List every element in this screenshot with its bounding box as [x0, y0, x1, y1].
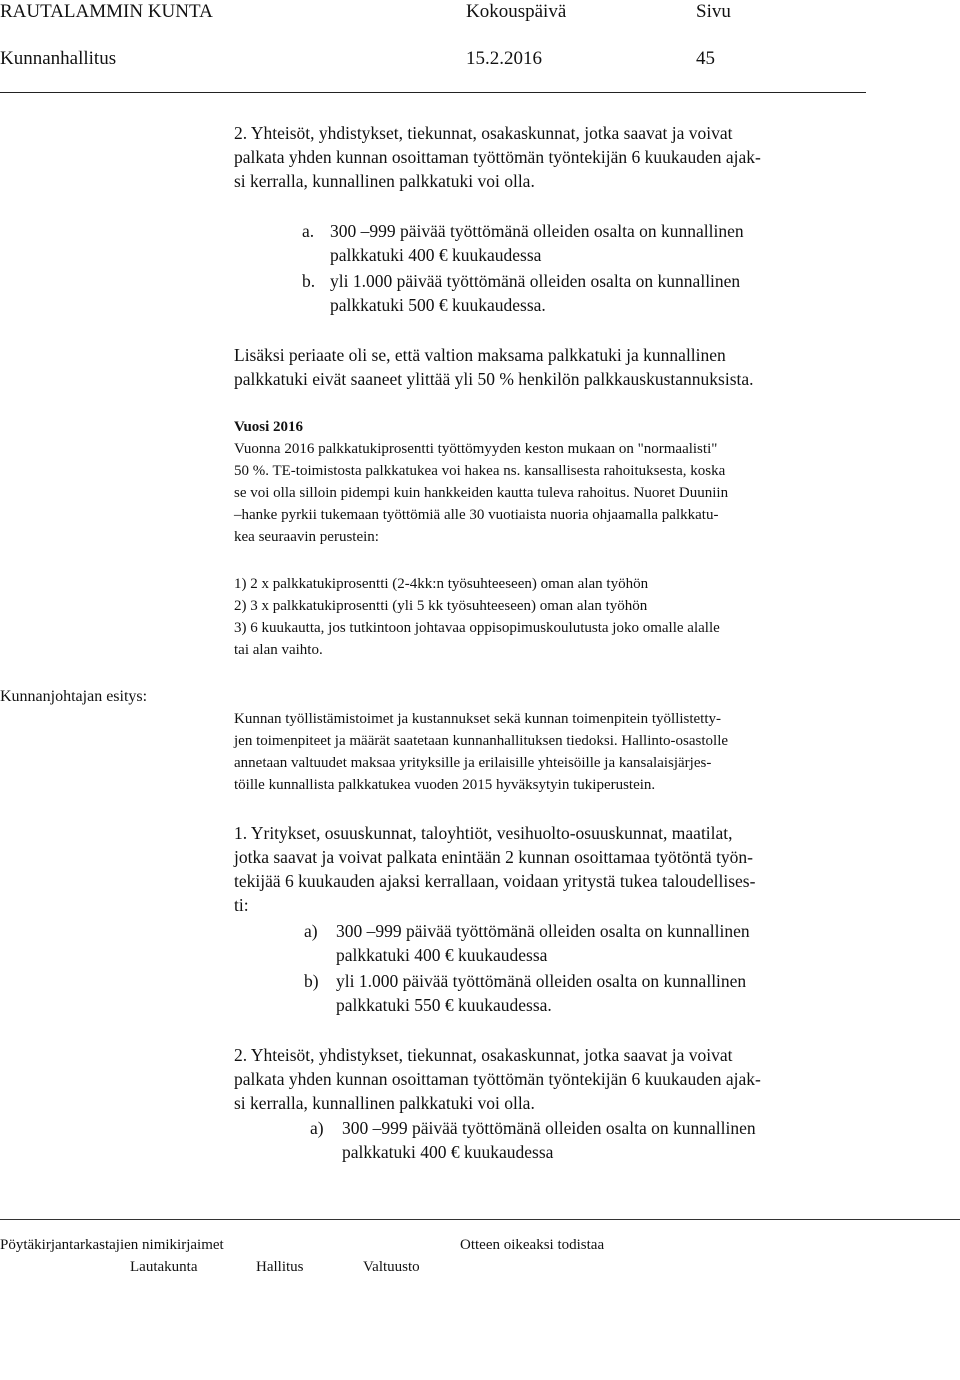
text-line: se voi olla silloin pidempi kuin hankkeiden kautta tuleva rahoitus. Nuoret Duuniin	[234, 485, 729, 501]
section1-p1	[234, 121, 761, 193]
text-line: palkata yhden kunnan osoittaman työttömän työntekijän 6 kuukauden ajak-	[234, 1069, 761, 1089]
list-item	[336, 919, 750, 967]
text-line: palkkatuki 550 € kuukaudessa.	[336, 995, 552, 1015]
text-line: Lisäksi periaate oli se, että valtion maksama palkkatuki ja kunnallinen	[234, 345, 726, 365]
list-item	[330, 219, 744, 267]
list-marker: a.	[302, 221, 315, 241]
text-line: –hanke pyrkii tukemaan työttömiä alle 30 vuotiaista nuoria ohjaamalla palkkatu-	[234, 507, 719, 523]
proposal-p2	[234, 1043, 761, 1115]
text-line: annetaan valtuudet maksaa yrityksille ja erilaisille yhteisöille ja kansalaisjärjes-	[234, 755, 712, 771]
hallitus-label: Hallitus	[256, 1259, 304, 1275]
text-line: 1. Yritykset, osuuskunnat, taloyhtiöt, vesihuolto-osuuskunnat, maatilat,	[234, 823, 733, 843]
vuosi-body	[234, 438, 728, 548]
text-line: jotka saavat ja voivat palkata enintään 2 kunnan osoittamaa työtöntä työn-	[234, 847, 754, 867]
meeting-date: 15.2.2016	[466, 48, 542, 69]
text-line: yli 1.000 päivää työttömänä olleiden osalta on kunnallinen	[330, 271, 741, 291]
meeting-date-label: Kokouspäivä	[466, 1, 567, 22]
text-line: kea seuraavin perustein:	[234, 529, 379, 545]
list-item	[330, 269, 740, 317]
text-line: palkkatuki eivät saaneet ylittää yli 50 % henkilön palkkauskustannuksista.	[234, 369, 754, 389]
vuosi-heading: Vuosi 2016	[234, 419, 304, 435]
text-line: tekijää 6 kuukauden ajaksi kerrallaan, voidaan yritystä tukea taloudellises-	[234, 871, 756, 891]
list-item	[336, 969, 746, 1017]
list-marker: b)	[304, 971, 319, 991]
text-line: Vuonna 2016 palkkatukiprosentti työttömyyden keston mukaan on "normaalisti"	[234, 441, 718, 457]
initials-label: Pöytäkirjantarkastajien nimikirjaimet	[0, 1237, 224, 1253]
proposal-intro	[234, 708, 728, 796]
text-line: si kerralla, kunnallinen palkkatuki voi olla.	[234, 1093, 535, 1113]
text-line: palkkatuki 500 € kuukaudessa.	[330, 295, 546, 315]
valtuusto-label: Valtuusto	[363, 1259, 420, 1275]
list-marker: b.	[302, 271, 316, 291]
proposal-p1	[234, 821, 755, 917]
text-line: Kunnan työllistämistoimet ja kustannukset sekä kunnan toimenpitein työllistetty-	[234, 711, 722, 727]
text-line: palkata yhden kunnan osoittaman työttömän työntekijän 6 kuukauden ajak-	[234, 147, 761, 167]
list-item: 3) 6 kuukautta, jos tutkintoon johtavaa oppisopimuskoulutusta joko omalle alalle	[234, 620, 720, 636]
text-line: si kerralla, kunnallinen palkkatuki voi olla.	[234, 171, 535, 191]
text-line: palkkatuki 400 € kuukaudessa	[342, 1142, 554, 1162]
certified-label: Otteen oikeaksi todistaa	[460, 1237, 605, 1253]
text-line: töille kunnallista palkkatukea vuoden 2015 hyväksytyin tukiperustein.	[234, 777, 656, 793]
list-item: tai alan vaihto.	[234, 642, 323, 658]
footer-divider	[0, 1219, 960, 1220]
text-line: palkkatuki 400 € kuukaudessa	[330, 245, 542, 265]
committee-name: Kunnanhallitus	[0, 48, 117, 69]
text-line: 2. Yhteisöt, yhdistykset, tiekunnat, osakaskunnat, jotka saavat ja voivat	[234, 123, 733, 143]
list-marker: a)	[310, 1118, 324, 1138]
text-line: jen toimenpiteet ja määrät saatetaan kunnanhallituksen tiedoksi. Hallinto-osastolle	[234, 733, 729, 749]
municipality-name: RAUTALAMMIN KUNTA	[0, 1, 213, 22]
list-item: 2) 3 x palkkatukiprosentti (yli 5 kk työsuhteeseen) oman alan työhön	[234, 598, 648, 614]
vuosi-list	[234, 573, 720, 661]
page-number: 45	[696, 48, 715, 69]
text-line: 2. Yhteisöt, yhdistykset, tiekunnat, osakaskunnat, jotka saavat ja voivat	[234, 1045, 733, 1065]
lautakunta-label: Lautakunta	[130, 1259, 198, 1275]
text-line: palkkatuki 400 € kuukaudessa	[336, 945, 548, 965]
list-item: 1) 2 x palkkatukiprosentti (2-4kk:n työsuhteeseen) oman alan työhön	[234, 576, 649, 592]
list-item	[342, 1116, 756, 1164]
text-line: ti:	[234, 895, 249, 915]
text-line: 50 %. TE-toimistosta palkkatukea voi hakea ns. kansallisesta rahoituksesta, koska	[234, 463, 726, 479]
proposal-label: Kunnanjohtajan esitys:	[0, 688, 148, 705]
list-marker: a)	[304, 921, 318, 941]
page-label: Sivu	[696, 1, 731, 22]
text-line: 300 –999 päivää työttömänä olleiden osalta on kunnallinen	[342, 1118, 756, 1138]
text-line: 300 –999 päivää työttömänä olleiden osalta on kunnallinen	[336, 921, 750, 941]
header-divider	[0, 92, 866, 93]
section1-p2	[234, 343, 754, 391]
text-line: 300 –999 päivää työttömänä olleiden osalta on kunnallinen	[330, 221, 744, 241]
text-line: yli 1.000 päivää työttömänä olleiden osalta on kunnallinen	[336, 971, 747, 991]
